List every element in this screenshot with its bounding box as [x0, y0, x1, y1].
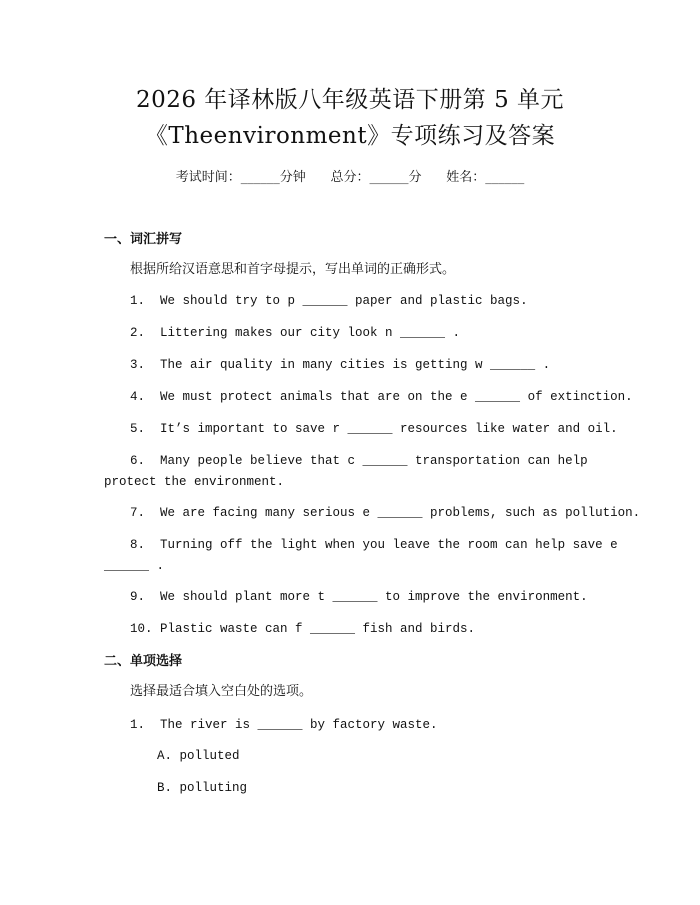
vocab-question-10: 10. Plastic waste can f ______ fish and birds.: [130, 622, 476, 636]
section-1-instruction: 根据所给汉语意思和首字母提示，写出单词的正确形式。: [130, 262, 456, 277]
section-1-heading: 一、词汇拼写: [104, 232, 183, 247]
section-2-instruction: 选择最适合填入空白处的选项。: [130, 684, 313, 699]
vocab-question-4: 4. We must protect animals that are on the e ______ of extinction.: [130, 390, 633, 404]
document-title-line-1: 2026 年译林版八年级英语下册第 5 单元: [135, 87, 565, 113]
vocab-question-5: 5. It’s important to save r ______ resources like water and oil.: [130, 422, 618, 436]
vocab-question-8-line-2: ______ .: [104, 558, 165, 573]
vocab-question-8-line-1: 8. Turning off the light when you leave the room can help save e: [130, 538, 618, 552]
exam-info-line: 考试时间：______分钟 总分：______分 姓名：______: [175, 170, 525, 185]
vocab-question-6: [104, 451, 600, 492]
vocab-question-8: [104, 535, 618, 576]
choice-question-1: 1. The river is ______ by factory waste.: [130, 718, 438, 732]
vocab-question-6-line-1: 6. Many people believe that c ______ transportation can help: [130, 454, 588, 468]
vocab-question-1: 1. We should try to p ______ paper and plastic bags.: [130, 294, 528, 308]
vocab-question-2: 2. Littering makes our city look n ______ .: [130, 326, 461, 340]
vocab-question-6-line-2: protect the environment.: [104, 474, 285, 489]
choice-question-1-option-a: A. polluted: [157, 749, 240, 763]
document-title-line-2: 《Theenvironment》专项练习及答案: [144, 123, 556, 149]
vocab-question-3: 3. The air quality in many cities is getting w ______ .: [130, 358, 551, 372]
section-2-heading: 二、单项选择: [104, 654, 183, 669]
vocab-question-9: 9. We should plant more t ______ to improve the environment.: [130, 590, 588, 604]
choice-question-1-option-b: B. polluting: [157, 781, 248, 795]
vocab-question-7: 7. We are facing many serious e ______ problems, such as pollution.: [130, 506, 641, 520]
